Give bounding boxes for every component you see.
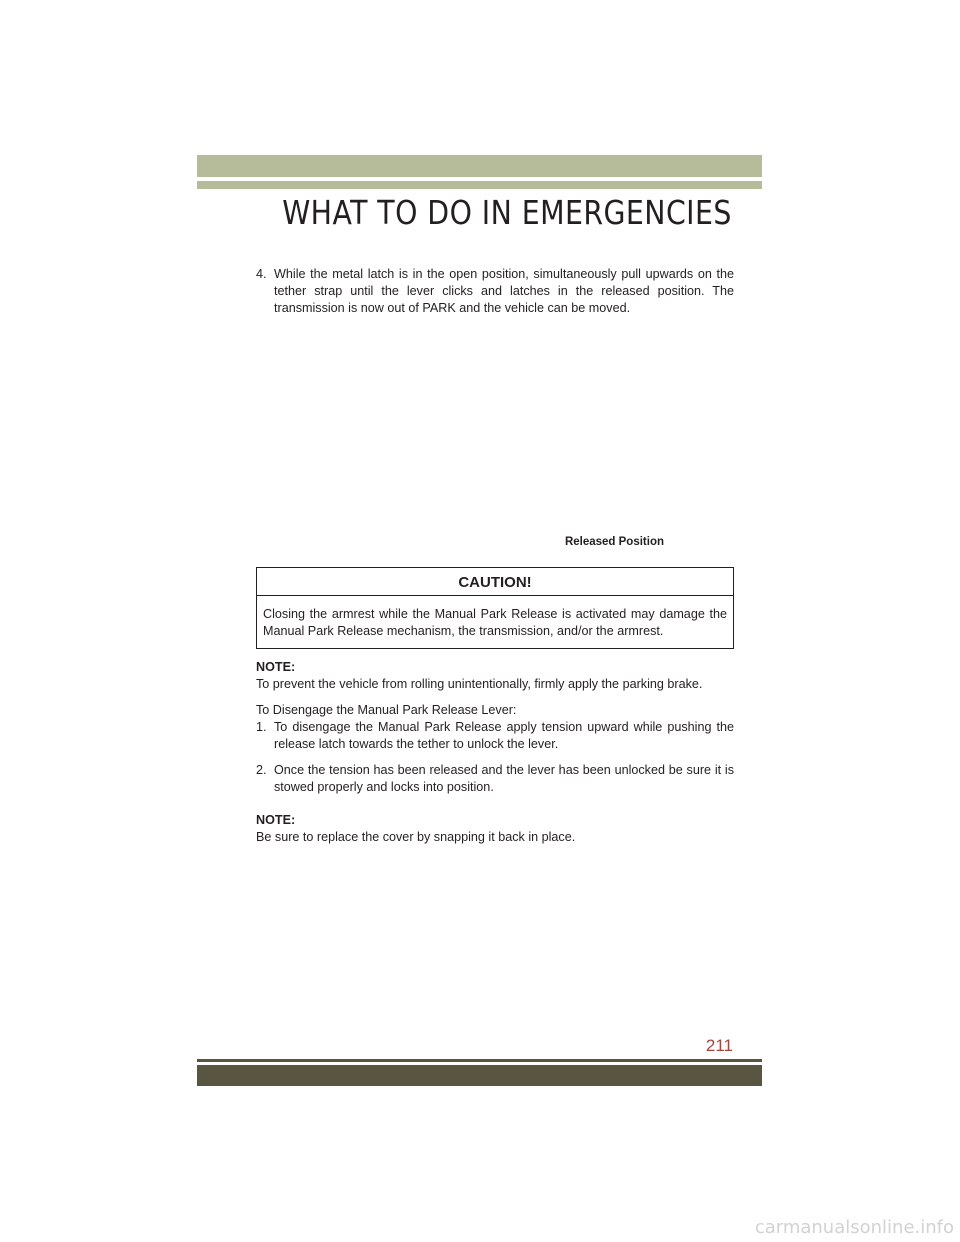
caution-box [256, 567, 734, 649]
section-title: WHAT TO DO IN EMERGENCIES [282, 193, 732, 232]
footer-band [197, 1065, 762, 1086]
step-text: To disengage the Manual Park Release apply tension upward while pushing the release latch towards the tether to unlock the lever. [274, 720, 734, 751]
note-label: NOTE: [256, 660, 296, 674]
figure-caption: Released Position [564, 536, 664, 548]
note-text: To prevent the vehicle from rolling unintentionally, firmly apply the parking brake. [256, 677, 703, 691]
step-number: 4. [256, 267, 267, 281]
watermark: carmanualsonline.info [754, 1217, 954, 1238]
caution-text: Closing the armrest while the Manual Park Release is activated may damage the Manual Park Release mechanism, the transmission, and/or the armrest. [263, 607, 727, 638]
disengage-steps [256, 719, 734, 796]
step-text: Once the tension has been released and the lever has been unlocked be sure it is stowed properly and locks into position. [274, 763, 734, 794]
disengage-intro: To Disengage the Manual Park Release Lever: [256, 703, 517, 717]
step-text: While the metal latch is in the open position, simultaneously pull upwards on the tether strap until the lever clicks and latches in the released position. The transmission is now out of PARK and the vehicle can be moved. [274, 267, 734, 315]
header-band-stripe [197, 181, 762, 189]
footer-rule [197, 1059, 762, 1062]
step-number: 1. [256, 720, 267, 734]
note-text: Be sure to replace the cover by snapping it back in place. [256, 830, 576, 844]
step-number: 2. [256, 763, 267, 777]
caution-heading: CAUTION! [257, 568, 733, 596]
list-item [256, 719, 734, 753]
page-number: 211 [705, 1036, 733, 1055]
page-content [256, 266, 734, 846]
figure-area [256, 317, 734, 557]
list-item [256, 266, 734, 317]
header-band [197, 155, 762, 177]
note-label: NOTE: [256, 813, 296, 827]
list-item [256, 762, 734, 796]
